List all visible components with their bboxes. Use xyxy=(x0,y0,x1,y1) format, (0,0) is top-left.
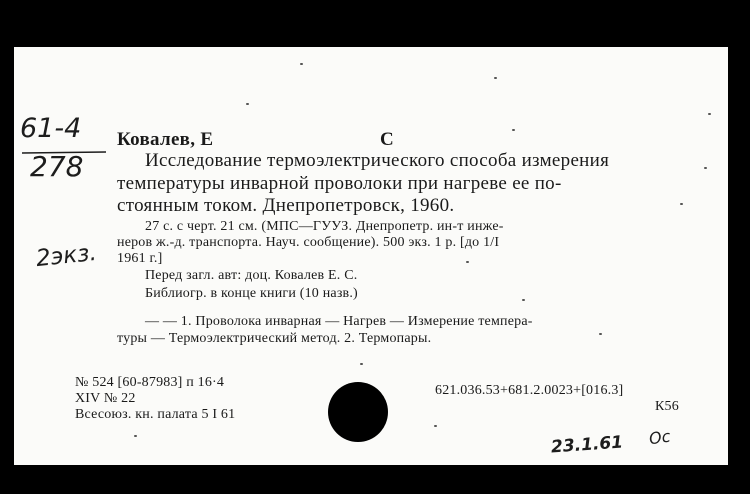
scan-speck xyxy=(466,261,469,263)
note-author: Перед загл. авт: доц. Ковалев Е. С. xyxy=(145,268,358,283)
subject-line-2: туры — Термоэлектрический метод. 2. Термопары. xyxy=(117,331,432,346)
author-letter: С xyxy=(380,129,395,150)
scan-speck xyxy=(522,299,525,301)
scan-speck xyxy=(708,113,711,115)
scan-speck xyxy=(512,129,515,131)
imprint-line-3: 1961 г.] xyxy=(117,251,163,266)
list-number: XIV № 22 xyxy=(75,391,136,406)
handwritten-call-number-top: 61-4 xyxy=(20,113,82,144)
title-line-1: Исследование термоэлектрического способа измерения xyxy=(145,150,610,171)
handwritten-mark-note: Ос xyxy=(647,426,672,449)
scan-speck xyxy=(134,435,137,437)
title-line-3: стоянным током. Днепропетровск, 1960. xyxy=(117,195,455,216)
scan-speck xyxy=(246,103,249,105)
handwritten-copies-note: 2экз. xyxy=(34,239,98,273)
record-number: № 524 [60-87983] п 16·4 xyxy=(75,375,225,390)
scan-speck xyxy=(434,425,437,427)
scan-speck xyxy=(599,333,602,335)
title-line-2: температуры инварной проволоки при нагреве ее по- xyxy=(117,173,562,194)
scan-speck xyxy=(494,77,497,79)
imprint-line-2: неров ж.-д. транспорта. Науч. сообщение). 500 экз. 1 р. [до 1/I xyxy=(117,235,500,250)
author-name: Ковалев, Е xyxy=(117,129,214,150)
scan-speck xyxy=(300,63,303,65)
card-punch-hole xyxy=(328,382,388,442)
note-bibliography: Библиогр. в конце книги (10 назв.) xyxy=(145,286,358,301)
classification-code: К56 xyxy=(655,399,679,414)
scan-speck xyxy=(704,167,707,169)
handwritten-date-note: 23.1.61 xyxy=(550,432,624,458)
handwritten-call-number-bottom: 278 xyxy=(30,150,84,183)
classification-index: 621.036.53+681.2.0023+[016.3] xyxy=(435,383,624,398)
publisher-line: Всесоюз. кн. палата 5 I 61 xyxy=(75,407,236,422)
imprint-line-1: 27 с. с черт. 21 см. (МПС—ГУУЗ. Днепропетр. ин-т инже- xyxy=(145,219,504,234)
scan-speck xyxy=(360,363,363,365)
scan-speck xyxy=(680,203,683,205)
subject-line-1: — — 1. Проволока инварная — Нагрев — Измерение темпера- xyxy=(145,314,533,329)
